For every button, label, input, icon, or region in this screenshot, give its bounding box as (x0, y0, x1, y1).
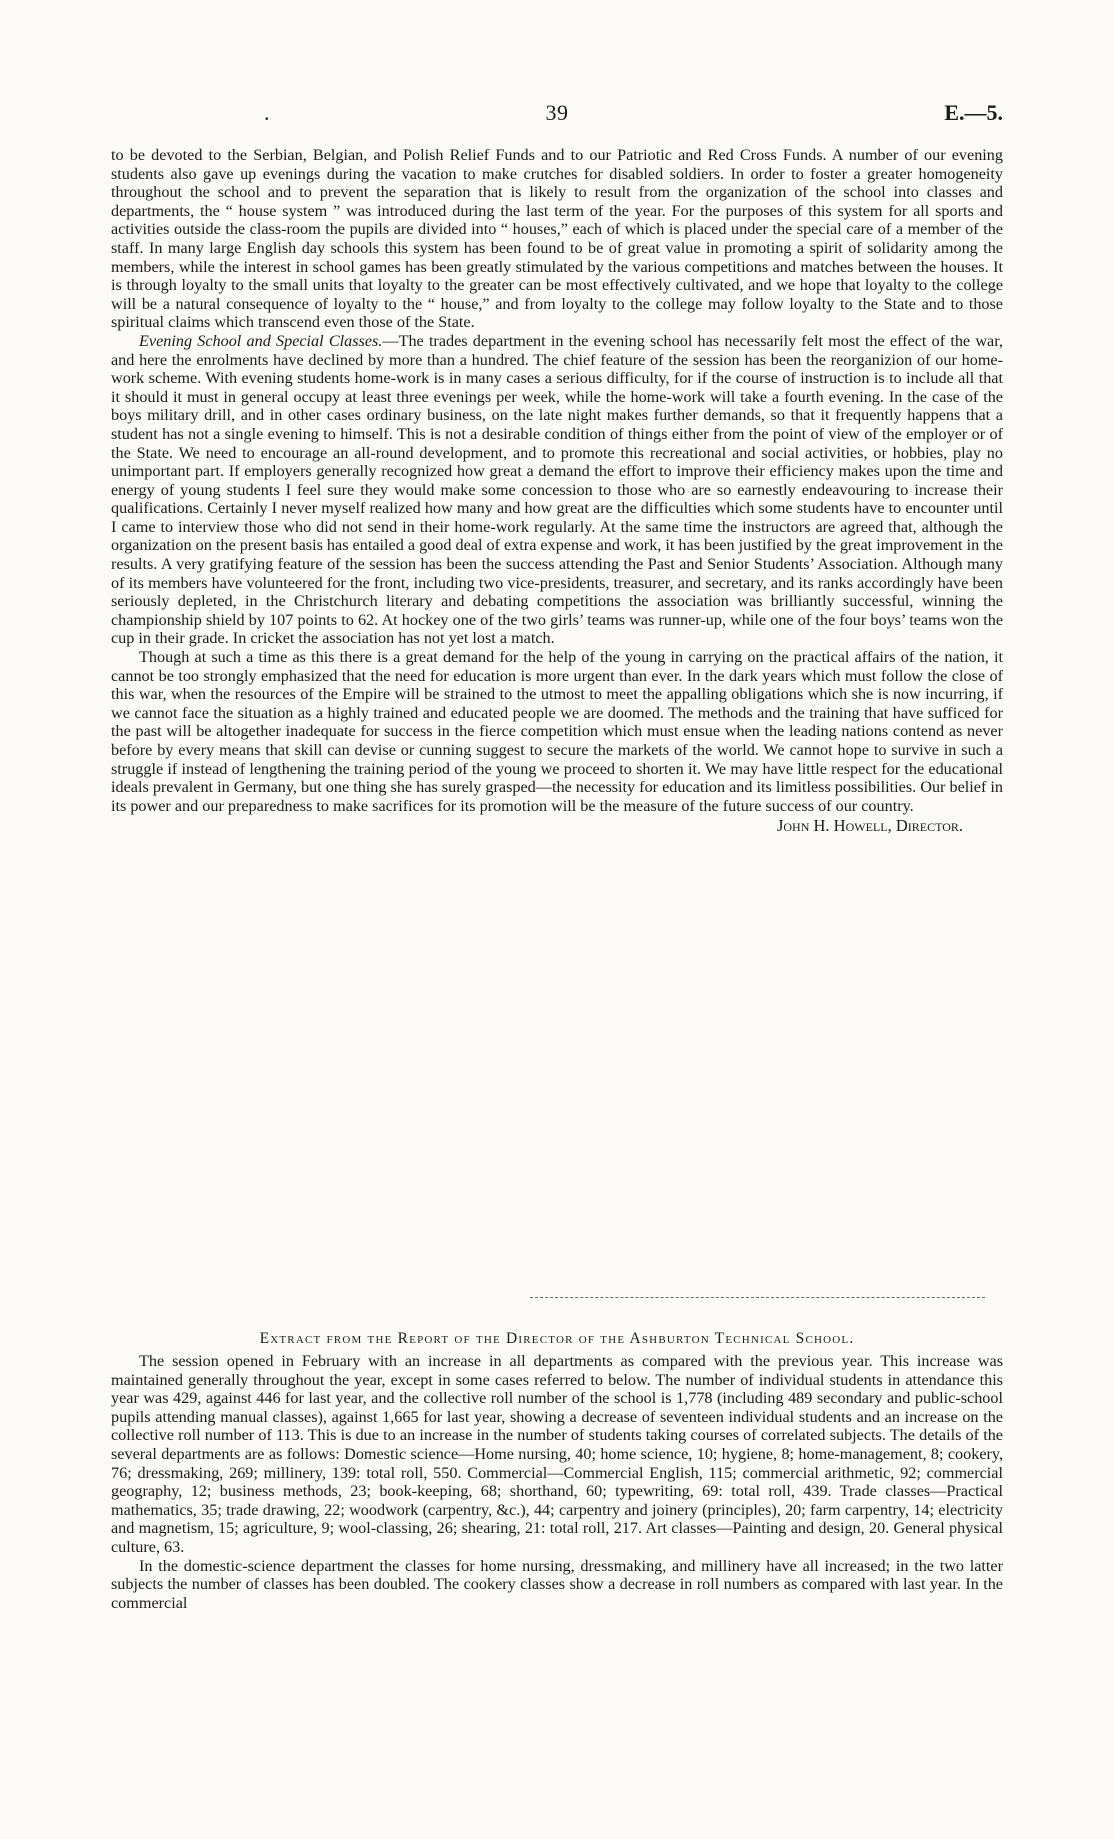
document-reference: E.—5. (944, 100, 1003, 125)
section-divider (530, 1297, 985, 1298)
extract-body (111, 1352, 1003, 1612)
paragraph-education-urgency: Though at such a time as this there is a great demand for the help of the young in carrying on the practical affairs of the nation, it cannot be too strongly emphasized that the need for education is more urgent than ever. In the dark years which must follow the close of this war, when the resources of the Empire will be strained to the utmost to meet the appalling obligations which she is now incurring, if we cannot face the situation as a highly trained and educated people we are doomed. The methods and the training that have sufficed for the past will be altogether inadequate for success in the fierce competition which must ensue when the leading nations contend as never before by every means that skill can devise or cunning suggest to secure the markets of the world. We cannot hope to survive in such a struggle if instead of lengthening the training period of the young we proceed to shorten it. We may have little respect for the educational ideals prevalent in Germany, but one thing she has surely grasped—the necessity for education and its limitless possibilities. Our belief in its power and our preparedness to make sacrifices for its promotion will be the measure of the future success of our country. (111, 648, 1003, 815)
page-dot-mark: . (264, 100, 270, 125)
paragraph-house-system: to be devoted to the Serbian, Belgian, and Polish Relief Funds and to our Patriotic and Red Cross Funds. A number of our evening students also gave up evenings during the vacation to make crutches for disabled soldiers. In order to foster a greater homogeneity throughout the school and to prevent the separation that is likely to result from the organization of the school into classes and departments, the “ house system ” was introduced during the last term of the year. For the purposes of this system for all sports and activities outside the class-room the pupils are divided into “ houses,” each of which is placed under the special care of a member of the staff. In many large English day schools this system has been found to be of great value in promoting a spirit of solidarity among the members, while the interest in school games has been greatly stimulated by the various competitions and matches between the houses. It is through loyalty to the small units that loyalty to the greater can be most effectively cultivated, and we hope that loyalty to the college will be a natural consequence of loyalty to the “ house,” and from loyalty to the college may follow loyalty to the State and to those spiritual claims which transcend even those of the State. (111, 146, 1003, 332)
paragraph-domestic-science: In the domestic-science department the classes for home nursing, dressmaking, and millinery have all increased; in the two latter subjects the number of classes has been doubled. The cookery classes show a decrease in roll numbers as compared with last year. In the commercial (111, 1556, 1003, 1612)
director-signature: John H. Howell, Director. (776, 816, 963, 836)
paragraph-ashburton-enrolment: The session opened in February with an increase in all departments as compared with the previous year. This increase was maintained generally throughout the year, except in some cases referred to below. The number of individual students in attendance this year was 429, against 446 for last year, and the collective roll number of the school is 1,778 (including 489 secondary and public-school pupils attending manual classes), against 1,665 for last year, showing a decrease of seventeen individual students and an increase on the collective roll number of 113. This is due to an increase in the number of students taking courses of correlated subjects. The details of the several departments are as follows: Domestic science—Home nursing, 40; home science, 10; hygiene, 8; home-management, 8; cookery, 76; dressmaking, 269; millinery, 139: total roll, 550. Commercial—Commercial English, 115; commercial arithmetic, 92; commercial geography, 12; business methods, 23; book-keeping, 68; shorthand, 60; typewriting, 69: total roll, 439. Trade classes—Practical mathematics, 35; trade drawing, 22; woodwork (carpentry, &c.), 44; carpentry and joinery (principles), 20; farm carpentry, 14; electricity and magnetism, 15; agriculture, 9; wool-classing, 26; shearing, 21: total roll, 217. Art classes—Painting and design, 20. General physical culture, 63. (111, 1352, 1003, 1556)
extract-heading: Extract from the Report of the Director of the Ashburton Technical School. (259, 1330, 855, 1347)
main-report-body (111, 146, 1003, 836)
section-title-evening-school: Evening School and Special Classes. (139, 331, 383, 350)
paragraph-evening-school (111, 332, 1003, 648)
paragraph-evening-school-text: —The trades department in the evening school has necessarily felt most the effect of the war, and here the enrolments have declined by more than a hundred. The chief feature of the session has been the reorganizion of our home-work scheme. With evening students home-work is in many cases a serious difficulty, for if the course of instruction is to include all that it should it must in general occupy at least three evenings per week, while the home-work will take a fourth evening. In the case of the boys military drill, and in other cases ordinary business, on the late night makes further demands, so that it frequently happens that a student has not a single evening to himself. This is not a desirable condition of things either from the point of view of the employer or of the State. We need to encourage an all-round development, and to promote this recreational and social activities, or hobbies, play no unimportant part. If employers generally recognized how great a demand the effort to improve their efficiency makes upon the time and energy of young students I feel sure they would make some concession to those who are so earnestly endeavouring to increase their qualifications. Certainly I never myself realized how many and how great are the difficulties which some students have to encounter until I came to interview those who did not send in their home-work regularly. At the same time the instructors are agreed that, although the organization on the present basis has entailed a good deal of extra expense and work, it has been justified by the great improvement in the results. A very gratifying feature of the session has been the success attending the Past and Senior Students’ Association. Although many of its members have volunteered for the front, including two vice-presidents, treasurer, and secretary, and its ranks accordingly have been seriously depleted, in the Christchurch literary and debating competitions the association was brilliantly successful, winning the championship shield by 107 points to 62. At hockey one of the two girls’ teams was runner-up, while one of the four boys’ teams won the cup in their grade. In cricket the association has not yet lost a match. (111, 331, 1003, 648)
page-number: 39 (545, 100, 569, 125)
